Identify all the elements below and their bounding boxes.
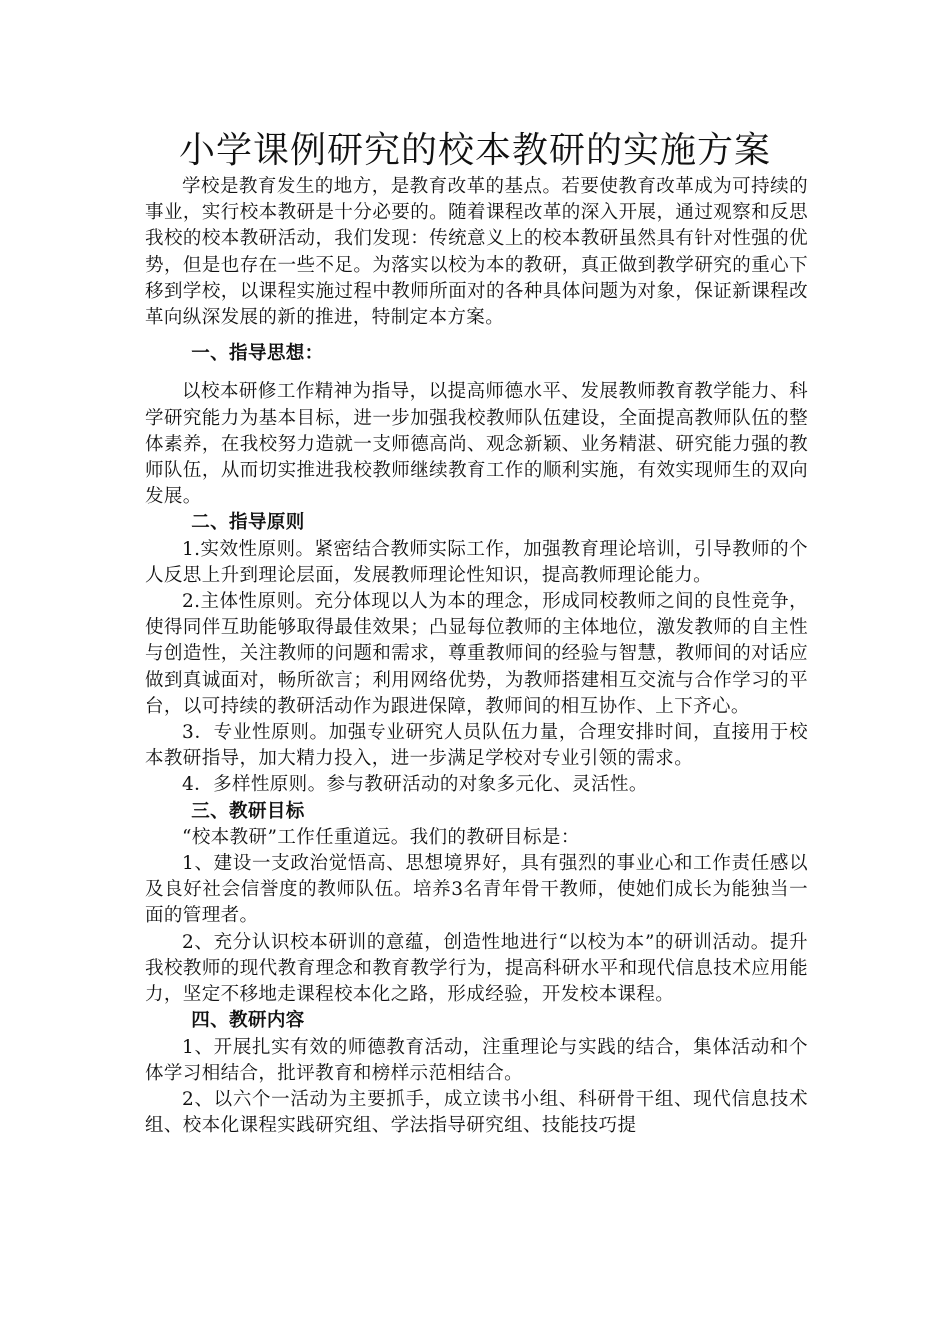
content-item-1: 1、开展扎实有效的师德教育活动，注重理论与实践的结合，集体活动和个体学习相结合，批评教育和榜样示范相结合。: [145, 1036, 808, 1084]
intro-paragraph: 学校是教育发生的地方，是教育改革的基点。若要使教育改革成为可持续的事业，实行校本教研是十分必要的。随着课程改革的深入开展，通过观察和反思我校的校本教研活动，我们发现：传统意义上的校本教研虽然具有针对性强的优势，但是也存在一些不足。为落实以校为本的教研，真正做到教学研究的重心下移到学校，以课程实施过程中教师所面对的各种具体问题为对象，保证新课程改革向纵深发展的新的推进，特制定本方案。: [145, 176, 808, 329]
guiding-thought-paragraph: 以校本研修工作精神为指导，以提高师德水平、发展教师教育教学能力、科学研究能力为基本目标，进一步加强我校教师队伍建设，全面提高教师队伍的整体素养，在我校努力造就一支师德高尚、观念新颖、业务精湛、研究能力强的教师队伍，从而切实推进我校教师继续教育工作的顺利实施，有效实现师生的双向发展。: [145, 381, 808, 508]
document-body: [145, 174, 808, 1139]
goals-intro: “校本教研”工作任重道远。我们的教研目标是：: [182, 826, 580, 848]
principle-professionalism: 3．专业性原则。加强专业研究人员队伍力量，合理安排时间，直接用于校本教研指导，加大精力投入，进一步满足学校对专业引领的需求。: [145, 722, 808, 770]
principle-subjectivity: 2.主体性原则。充分体现以人为本的理念，形成同校教师之间的良性竞争，使得同伴互助能够取得最佳效果；凸显每位教师的主体地位，激发教师的自主性与创造性，关注教师的问题和需求，尊重教师间的经验与智慧，教师间的对话应做到真诚面对，畅所欲言；利用网络优势，为教师搭建相互交流与合作学习的平台，以可持续的教研活动作为跟进保障，教师间的相互协作、上下齐心。: [145, 591, 808, 717]
principle-effectiveness: 1.实效性原则。紧密结合教师实际工作，加强教育理论培训，引导教师的个人反思上升到理论层面，发展教师理论性知识，提高教师理论能力。: [145, 538, 808, 586]
principle-diversity: 4．多样性原则。参与教研活动的对象多元化、灵活性。: [182, 774, 648, 796]
section-heading-guiding-principles: 二、指导原则: [191, 512, 305, 534]
section-heading-research-content: 四、教研内容: [191, 1010, 305, 1032]
document-title: 小学课例研究的校本教研的实施方案: [178, 130, 771, 171]
section-heading-guiding-thought: 一、指导思想：: [191, 343, 324, 365]
section-heading-research-goals: 三、教研目标: [191, 800, 305, 822]
content-item-2: 2、以六个一活动为主要抓手，成立读书小组、科研骨干组、现代信息技术组、校本化课程实践研究组、学法指导研究组、技能技巧提: [145, 1088, 808, 1137]
goal-item-2: 2、充分认识校本研训的意蕴，创造性地进行“以校为本”的研训活动。提升我校教师的现代教育理念和教育教学行为，提高科研水平和现代信息技术应用能力，坚定不移地走课程校本化之路，形成经验，开发校本课程。: [145, 931, 808, 1006]
goal-item-1: 1、建设一支政治觉悟高、思想境界好，具有强烈的事业心和工作责任感以及良好社会信誉度的教师队伍。培养3名青年骨干教师，使她们成长为能独当一面的管理者。: [145, 853, 808, 927]
